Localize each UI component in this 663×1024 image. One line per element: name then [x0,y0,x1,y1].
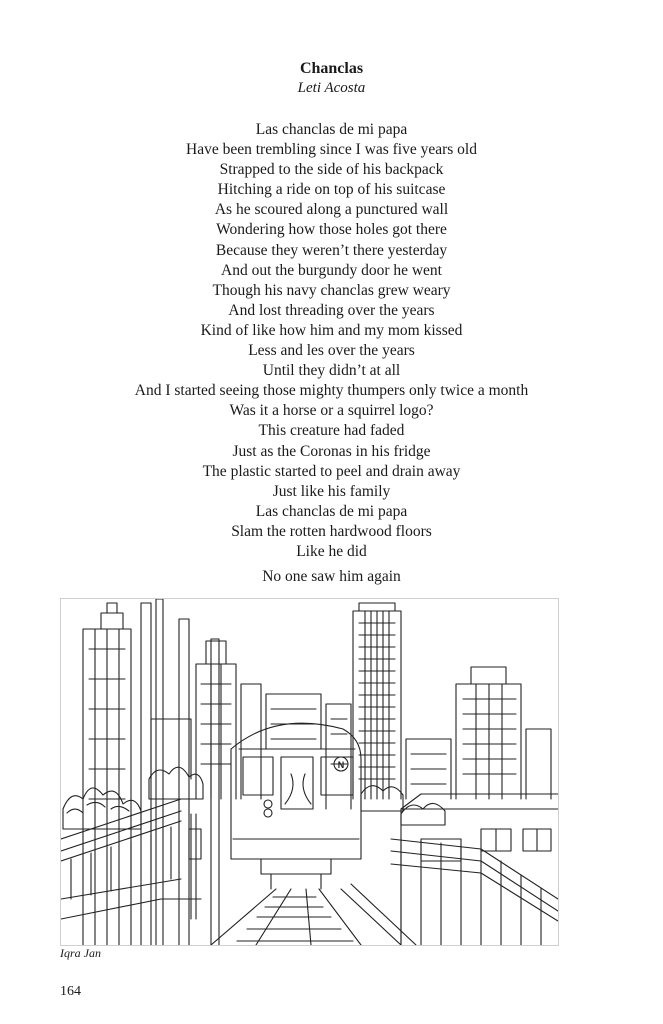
poem-line: And I started seeing those mighty thumpers only twice a month [134,382,529,400]
subway-train [231,723,361,889]
poem-line: Hitching a ride on top of his suitcase [217,181,446,199]
city-train-illustration [60,598,559,946]
spire-buildings [141,599,219,945]
train-badge: N [337,760,345,770]
illustration-credit: Iqra Jan [60,946,101,960]
page-number: 164 [60,984,81,999]
poem-line: Like he did [296,542,367,560]
right-buildings [406,667,551,799]
poem-line: Kind of like how him and my mom kissed [200,321,463,339]
mid-buildings [151,641,321,799]
poem-line: Just like his family [272,482,391,500]
grid-tower [326,603,401,809]
poem-line: And out the burgundy door he went [221,261,442,279]
poem-line: Slam the rotten hardwood floors [231,522,432,540]
poem-title: Chanclas [299,60,364,77]
railing-right [391,839,558,945]
poem-line: This creature had faded [258,422,405,440]
poem-line: Las chanclas de mi papa [255,502,408,520]
poem-body [0,120,663,587]
poem-line: Just as the Coronas in his fridge [232,442,431,460]
foreground-block [401,794,558,945]
poem-author: Leti Acosta [297,80,366,96]
poem-line: As he scoured along a punctured wall [214,201,449,219]
poem-line: Less and les over the years [248,342,415,360]
poem-line: Las chanclas de mi papa [255,121,408,138]
poem-closing-line: No one saw him again [262,568,401,586]
poem-line: And lost threading over the years [228,301,435,319]
poem-line: Wondering how those holes got there [216,221,447,239]
poem-line: Have been trembling since I was five years old [186,141,477,159]
poem-line: Though his navy chanclas grew weary [212,281,451,299]
poem-line: The plastic started to peel and drain away [202,462,461,480]
poem-line: Because they weren’t there yesterday [215,241,448,259]
poem-line: Was it a horse or a squirrel logo? [229,402,434,420]
poem-line: Strapped to the side of his backpack [219,161,444,179]
poem-line: Until they didn’t at all [262,362,401,380]
rail-tracks [211,884,416,945]
